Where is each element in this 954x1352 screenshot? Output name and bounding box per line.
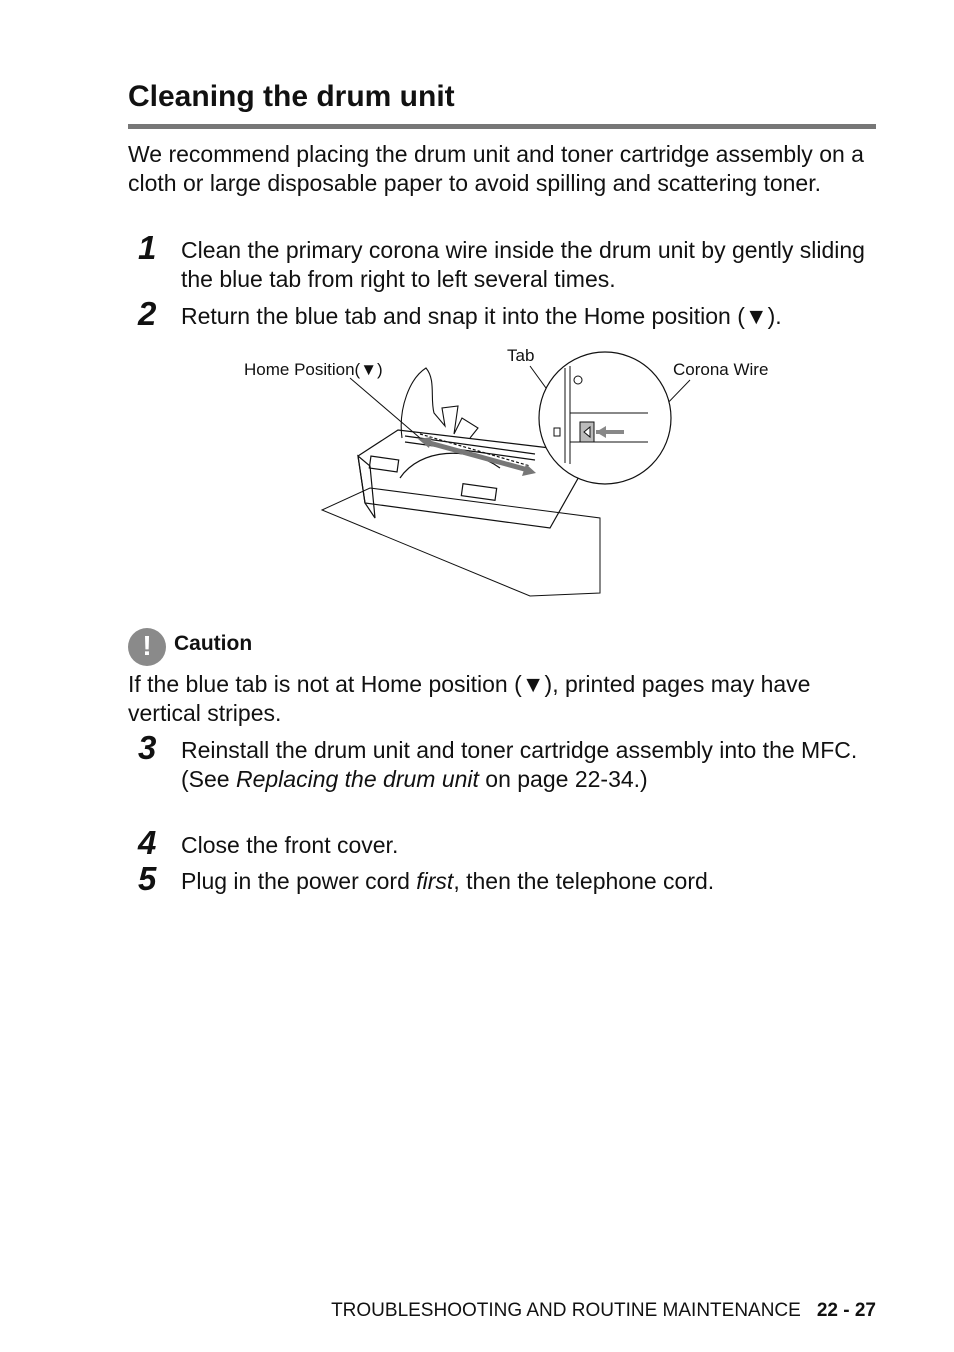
page-number: 22 - 27	[816, 1300, 876, 1321]
step-number: 3	[138, 729, 157, 766]
cloth	[322, 488, 600, 596]
drum-unit-illustration	[230, 338, 790, 608]
page-footer	[331, 1300, 876, 1322]
label-tab: Tab	[507, 346, 535, 365]
step-text: Return the blue tab and snap it into the Home position (▼).	[181, 303, 782, 329]
step-text: Close the front cover.	[181, 832, 399, 858]
cross-reference: Replacing the drum unit	[235, 766, 479, 792]
page-title: Cleaning the drum unit	[128, 80, 455, 113]
step-number: 2	[138, 295, 157, 332]
caution-text: If the blue tab is not at Home position (▼), printed pages may have vertical stripes.	[128, 671, 811, 726]
footer-section: TROUBLESHOOTING AND ROUTINE MAINTENANCE	[331, 1300, 801, 1321]
step-number: 1	[138, 229, 157, 266]
magnified-detail	[539, 352, 671, 484]
label-corona-wire: Corona Wire	[673, 360, 769, 379]
label-home-position: Home Position(▼)	[244, 360, 383, 379]
title-rule	[128, 124, 876, 129]
caution-label: Caution	[174, 632, 253, 655]
hand-drawing	[401, 368, 478, 438]
double-arrow-icon	[418, 437, 536, 476]
step-text: Reinstall the drum unit and toner cartridge assembly into the MFC. (See Replacing the drum unit on page 22-34.)	[181, 737, 858, 792]
step-number: 4	[138, 824, 157, 861]
step-number: 5	[138, 860, 157, 897]
intro-paragraph: We recommend placing the drum unit and toner cartridge assembly on a cloth or large disposable paper to avoid spilling and scattering toner.	[128, 141, 864, 196]
step-text: Plug in the power cord first, then the telephone cord.	[181, 868, 715, 894]
step-text: Clean the primary corona wire inside the drum unit by gently sliding the blue tab from right to left several times.	[181, 237, 865, 292]
exclamation-icon: !	[128, 628, 166, 666]
